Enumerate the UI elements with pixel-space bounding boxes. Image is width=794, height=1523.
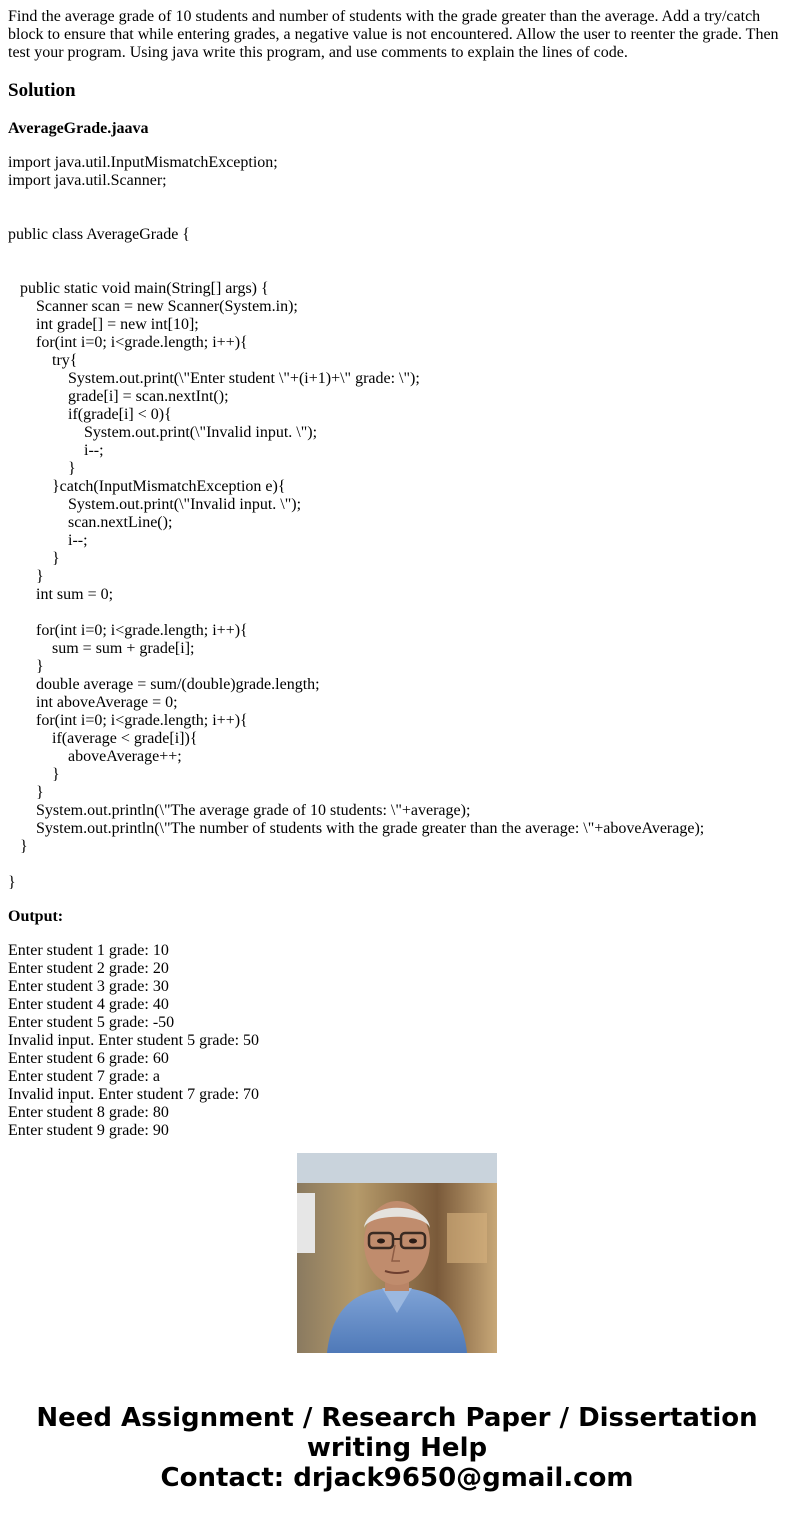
- code-line: [8, 856, 786, 874]
- code-line: public static void main(String[] args) {: [8, 280, 269, 297]
- output-line: Enter student 9 grade: 90: [8, 1122, 169, 1139]
- code-line: if(average < grade[i]){: [8, 730, 198, 747]
- code-line: [8, 604, 786, 622]
- code-line: public class AverageGrade {: [8, 226, 190, 243]
- output-line: Invalid input. Enter student 5 grade: 50: [8, 1032, 260, 1049]
- output-line: Enter student 8 grade: 80: [8, 1104, 169, 1121]
- document-content: [8, 0, 786, 1139]
- author-photo: [297, 1153, 497, 1353]
- code-line: }: [8, 658, 44, 675]
- code-line: }: [8, 568, 44, 585]
- code-line: for(int i=0; i<grade.length; i++){: [8, 622, 248, 639]
- code-line: System.out.print(\"Invalid input. \");: [8, 424, 318, 441]
- output-line: Enter student 4 grade: 40: [8, 996, 169, 1013]
- code-line: }: [8, 874, 16, 891]
- code-line: import java.util.Scanner;: [8, 172, 167, 189]
- output-line: Enter student 7 grade: a: [8, 1068, 160, 1085]
- question-text: Find the average grade of 10 students and number of students with the grade greater than the average. Add a try/catch block to ensure that while entering grades, a negative value is not encountered. Allow the user to reenter the grade. Then test your program. Using java write this program, and use comments to explain the lines of code.: [8, 8, 779, 61]
- output-line: Enter student 5 grade: -50: [8, 1014, 175, 1031]
- code-line: }: [8, 784, 44, 801]
- output-block: [8, 942, 786, 1140]
- code-line: System.out.print(\"Invalid input. \");: [8, 496, 302, 513]
- code-line: Scanner scan = new Scanner(System.in);: [8, 298, 298, 315]
- code-block: [8, 154, 786, 892]
- code-line: double average = sum/(double)grade.length;: [8, 676, 320, 693]
- code-line: if(grade[i] < 0){: [8, 406, 172, 423]
- code-line: int aboveAverage = 0;: [8, 694, 178, 711]
- code-line: sum = sum + grade[i];: [8, 640, 195, 657]
- code-line: }: [8, 838, 28, 855]
- code-line: [8, 262, 786, 280]
- output-line: Enter student 3 grade: 30: [8, 978, 169, 995]
- promo-contact: Contact: drjack9650@gmail.com: [160, 1463, 634, 1493]
- code-line: grade[i] = scan.nextInt();: [8, 388, 229, 405]
- promo-line-2: writing Help: [306, 1433, 488, 1463]
- promo-banner: [0, 1403, 794, 1493]
- code-line: System.out.print(\"Enter student \"+(i+1)+\" grade: \");: [8, 370, 420, 387]
- code-line: }: [8, 550, 60, 567]
- promo-line-1: Need Assignment / Research Paper / Dissertation: [36, 1403, 758, 1433]
- output-line: Invalid input. Enter student 7 grade: 70: [8, 1086, 260, 1103]
- code-line: }catch(InputMismatchException e){: [8, 478, 286, 495]
- file-name: AverageGrade.jaava: [8, 120, 149, 137]
- output-line: Enter student 6 grade: 60: [8, 1050, 169, 1067]
- code-line: i--;: [8, 442, 104, 459]
- code-line: [8, 190, 786, 208]
- code-line: System.out.println(\"The average grade of 10 students: \"+average);: [8, 802, 471, 819]
- code-line: aboveAverage++;: [8, 748, 182, 765]
- code-line: [8, 208, 786, 226]
- code-line: for(int i=0; i<grade.length; i++){: [8, 334, 248, 351]
- solution-heading: Solution: [8, 80, 76, 101]
- author-photo-image: [297, 1153, 497, 1353]
- code-line: try{: [8, 352, 78, 369]
- code-line: for(int i=0; i<grade.length; i++){: [8, 712, 248, 729]
- code-line: import java.util.InputMismatchException;: [8, 154, 278, 171]
- code-line: }: [8, 460, 76, 477]
- code-line: System.out.println(\"The number of students with the grade greater than the average: \"+aboveAverage);: [8, 820, 705, 837]
- code-line: }: [8, 766, 60, 783]
- output-line: Enter student 2 grade: 20: [8, 960, 169, 977]
- output-label: Output:: [8, 908, 64, 925]
- code-line: int sum = 0;: [8, 586, 114, 603]
- code-line: i--;: [8, 532, 88, 549]
- code-line: [8, 244, 786, 262]
- code-line: int grade[] = new int[10];: [8, 316, 199, 333]
- output-line: Enter student 1 grade: 10: [8, 942, 169, 959]
- code-line: scan.nextLine();: [8, 514, 173, 531]
